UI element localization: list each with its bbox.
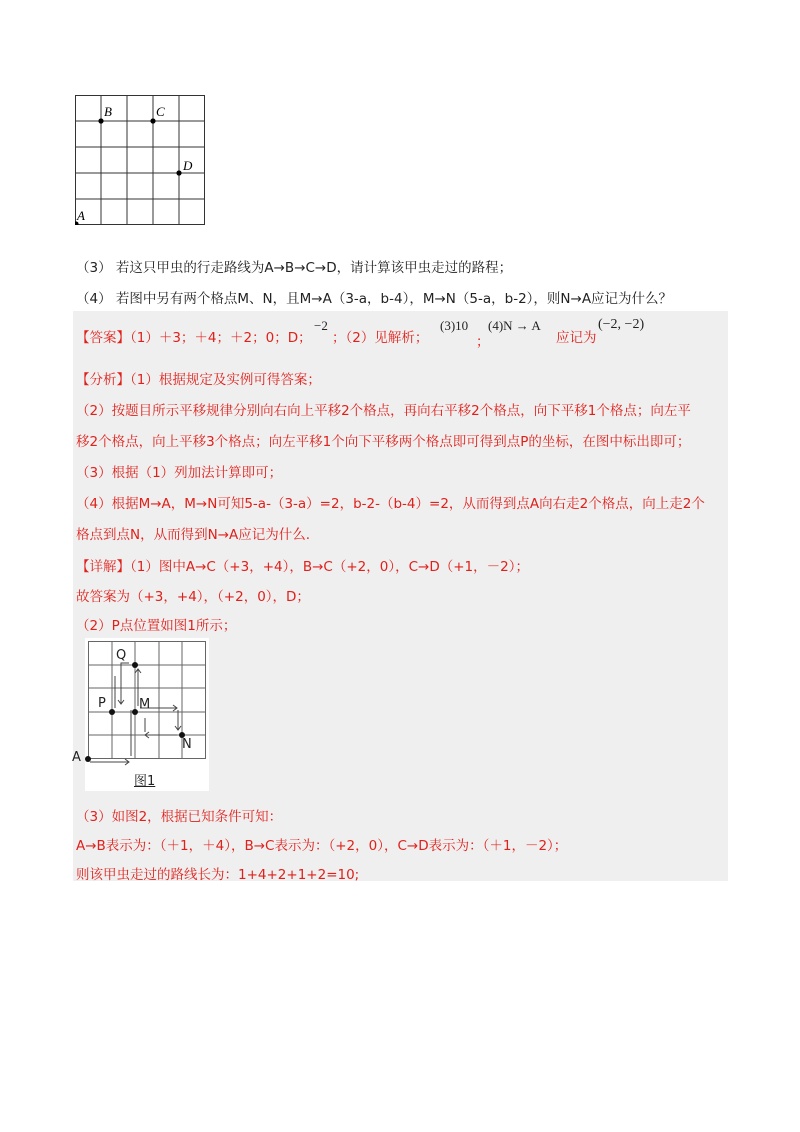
question-4: （4） 若图中另有两个格点M、N，且M→A（3-a，b-4），M→N（5-a，b-2），则N→A应记为什么？: [76, 291, 673, 307]
analysis-line-4: （3）根据（1）列加法计算即可；: [76, 465, 283, 481]
label-a2: A: [72, 750, 81, 765]
answer-tail: 应记为: [556, 330, 597, 346]
point-b: [98, 118, 103, 123]
analysis-text-1: （1）根据规定及实例可得答案；: [130, 372, 321, 388]
analysis-line-2: （2）按题目所示平移规律分别向右向上平移2个格点，再向右平移2个格点，向下平移1个格点；向左平: [76, 403, 691, 419]
detail-tag: 【详解】: [76, 559, 130, 575]
figure-caption: 图1: [134, 774, 156, 789]
answer-tag: 【答案】: [76, 330, 130, 346]
answer-neg: −2: [314, 318, 328, 333]
analysis-tag: 【分析】: [76, 372, 130, 388]
point-a2: [85, 756, 91, 762]
detail-line-6: 则该甲虫走过的路线长为：1+4+2+1+2=10;: [76, 867, 360, 883]
answer-text: （1）＋3；＋4；＋2；0；D；: [130, 330, 312, 346]
detail-line-3: （2）P点位置如图1所示；: [76, 618, 237, 634]
analysis-line-3: 移2个格点，向上平移3个格点；向左平移1个向下平移两个格点即可得到点P的坐标，在图中标出即可；: [76, 434, 691, 450]
point-m: [132, 709, 138, 715]
analysis-line-5: （4）根据M→A，M→N可知5-a-（3-a）=2，b-2-（b-4）=2，从而得到点A向右走2个格点，向上走2个: [76, 496, 705, 512]
answer-sep: ；: [476, 334, 490, 350]
point-p: [109, 709, 115, 715]
answer-part3: (3)10: [440, 318, 469, 333]
detail-line-4: （3）如图2，根据已知条件可知：: [76, 809, 283, 825]
detail-line-5: A→B表示为：（＋1，＋4），B→C表示为：（+2，0），C→D表示为：（＋1，－2）；: [76, 838, 568, 854]
label-b: B: [104, 104, 112, 119]
label-d: D: [183, 158, 193, 173]
label-a: A: [77, 208, 85, 223]
point-d: [176, 170, 181, 175]
label-n: N: [182, 737, 192, 752]
label-m: M: [139, 697, 151, 712]
answer-result: (−2, −2): [598, 317, 645, 332]
analysis-line-1: [76, 368, 321, 388]
answer-line: [76, 326, 312, 348]
label-c: C: [156, 104, 165, 119]
label-q: Q: [116, 648, 127, 663]
label-p: P: [98, 696, 106, 711]
answer-text2: ；（2）见解析；: [332, 330, 429, 346]
point-q: [132, 662, 138, 668]
point-c: [150, 118, 155, 123]
detail-text-1: （1）图中A→C（+3，+4），B→C（+2，0），C→D（+1，－2）；: [130, 559, 529, 575]
detail-line-1: [76, 555, 529, 575]
detail-line-2: 故答案为（+3，+4），（+2，0），D；: [76, 589, 310, 605]
question-3: （3） 若这只甲虫的行走路线为A→B→C→D，请计算该甲虫走过的路程；: [76, 260, 513, 276]
figure-grid-2: [85, 638, 209, 791]
analysis-line-6: 格点到点N，从而得到N→A应记为什么.: [76, 527, 311, 543]
grid-2-svg: [85, 638, 209, 791]
answer-part4: (4)N → A: [488, 318, 541, 333]
